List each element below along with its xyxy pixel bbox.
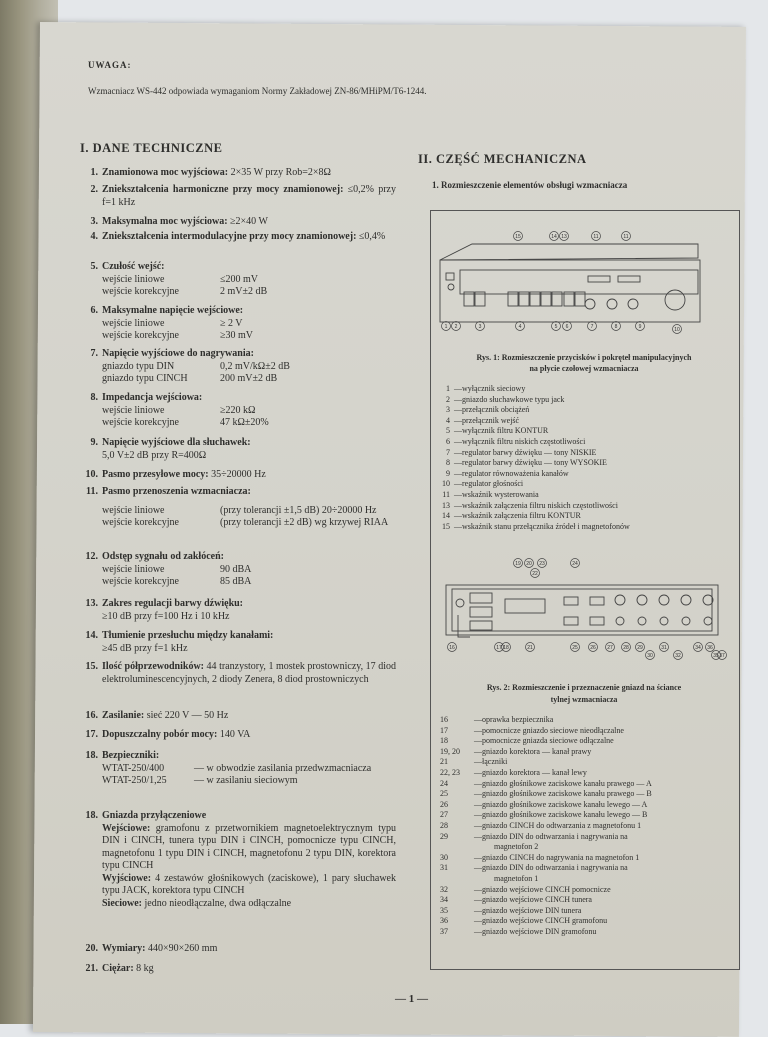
- connector-text: jedno nieodłączalne, dwa odłączalne: [142, 897, 292, 909]
- legend-number: 18: [440, 736, 448, 746]
- spec-row-label: wejście korekcyjne: [102, 330, 179, 341]
- spec-row-label: wejście liniowe: [102, 404, 165, 416]
- legend-item: 9 — regulator równoważenia kanałów: [430, 469, 630, 480]
- spec-heading: Ciężar:: [102, 963, 134, 974]
- spec-body: [102, 469, 396, 482]
- spec-item: [84, 261, 396, 299]
- legend-number: 17: [440, 725, 448, 735]
- legend-text: wyłącznik filtru KONTUR: [462, 426, 549, 436]
- spec-row: [102, 517, 396, 530]
- legend-number: 1: [446, 384, 450, 393]
- section1-title: I. DANE TECHNICZNE: [80, 141, 223, 155]
- legend-text: wskaźnik załączenia filtru niskich częstotliwości: [462, 500, 618, 510]
- connector-paragraph: [102, 873, 396, 898]
- legend-text: gniazdo wejściowe CINCH tunera: [482, 895, 592, 905]
- rear-panel-drawing: [440, 555, 730, 667]
- legend-item: 30 — gniazdo CINCH do nagrywania na magnetofon 1: [440, 852, 640, 862]
- callout-label: 6: [565, 323, 569, 330]
- legend-number: 19, 20: [440, 746, 460, 756]
- spec-row: [102, 505, 396, 518]
- spec-item: [84, 305, 396, 343]
- spec-row-label: wejście korekcyjne: [102, 286, 179, 297]
- spec-body: [102, 750, 396, 788]
- spec-body: [102, 167, 396, 180]
- legend-number: 30: [440, 852, 448, 862]
- spec-row-value: 47 kΩ±20%: [220, 417, 269, 428]
- callout-label: 7: [590, 323, 594, 330]
- spec-number: 14.: [85, 630, 98, 641]
- legend-number: 28: [440, 820, 448, 830]
- spec-item: [84, 551, 396, 589]
- legend-item: 15 — wskaźnik stanu przełącznika źródeł i magnetofonów: [430, 522, 630, 533]
- legend-item: 16 — oprawka bezpiecznika: [440, 715, 554, 724]
- legend-item: 34 — gniazdo wejściowe CINCH tunera: [440, 895, 592, 905]
- spec-row-label: gniazdo typu DIN: [102, 360, 175, 372]
- spec-number: 21.: [85, 963, 98, 974]
- legend-item: 8 — regulator barwy dźwięku — tony WYSOKIE: [430, 458, 630, 469]
- spec-heading: Dopuszczalny pobór mocy:: [102, 729, 218, 740]
- spec-row-value: — w obwodzie zasilania przedwzmacniacza: [194, 762, 372, 774]
- spec-row-label: wejście korekcyjne: [102, 517, 179, 528]
- spec-body: [102, 598, 396, 623]
- spec-text: ≤0,2% przy f=1 kHz: [102, 184, 396, 208]
- spec-body: [102, 963, 396, 976]
- legend-number: 16: [440, 715, 448, 724]
- spec-heading: Pasmo przenoszenia wzmacniacza:: [102, 486, 251, 497]
- spec-heading: Zasilanie:: [102, 710, 145, 721]
- legend-number: 15: [442, 521, 450, 531]
- legend-item: 28 — gniazdo CINCH do odtwarzania z magnetofonu 1: [440, 820, 642, 830]
- legend-number: 4: [446, 415, 450, 425]
- spec-row-value: ≥220 kΩ: [220, 404, 256, 416]
- legend-item: 36 — gniazdo wejściowe CINCH gramofonu: [440, 916, 608, 926]
- legend-number: 14: [442, 511, 450, 521]
- spec-heading: Znamionowa moc wyjściowa:: [102, 167, 229, 178]
- callout-label: 34: [695, 644, 701, 651]
- figure1-caption-line2: na płycie czołowej wzmacniacza: [529, 364, 639, 373]
- spec-item: [84, 231, 396, 244]
- figure2-legend: [440, 715, 652, 937]
- spec-row-value: (przy tolerancji ±2 dB) wg krzywej RIAA: [220, 517, 389, 528]
- section2-title: II. CZĘŚĆ MECHANICZNA: [418, 152, 587, 166]
- spec-text: 5,0 V±2 dB przy R=400Ω: [102, 449, 207, 461]
- legend-text: gniazdo głośnikowe zaciskowe kanału lewego — B: [482, 810, 648, 820]
- spec-number: 16.: [85, 710, 98, 721]
- connector-heading: Sieciowe:: [102, 897, 142, 909]
- legend-text: gniazdo wejściowe CINCH pomocnicze: [482, 884, 611, 894]
- spec-text: 35÷20000 Hz: [208, 469, 266, 480]
- legend-text: łączniki: [482, 757, 508, 767]
- legend-number: 21: [440, 757, 448, 767]
- spec-item: [84, 729, 396, 742]
- legend-number: 32: [440, 884, 448, 894]
- spec-heading: Gniazda przyłączeniowe: [102, 810, 207, 821]
- spec-text: 2×35 W przy Rob=2×8Ω: [228, 167, 331, 178]
- legend-text: gniazdo CINCH do odtwarzania z magnetofonu 1: [482, 820, 642, 830]
- callout-label: 8: [614, 323, 618, 330]
- spec-number: 11.: [86, 486, 98, 497]
- legend-text: gniazdo słuchawkowe typu jack: [462, 394, 565, 404]
- callout-label: 22: [532, 570, 538, 577]
- spec-item: [84, 661, 396, 686]
- legend-item: 25 — gniazdo głośnikowe zaciskowe kanału prawego — B: [440, 789, 652, 799]
- legend-item: 3 — przełącznik obciążeń: [430, 405, 630, 416]
- spec-heading: Napięcie wyjściowe dla słuchawek:: [102, 437, 251, 448]
- spec-body: [102, 729, 396, 742]
- spec-row: [102, 405, 396, 418]
- spec-heading: Tłumienie przesłuchu między kanałami:: [102, 630, 274, 641]
- spec-item: [84, 437, 396, 462]
- spec-number: 18.: [85, 750, 98, 761]
- legend-number: 25: [440, 789, 448, 799]
- connector-paragraph: [102, 823, 396, 873]
- legend-item: 22, 23 — gniazdo korektora — kanał lewy: [440, 767, 587, 777]
- spec-number: 6.: [90, 305, 98, 316]
- spec-item: [84, 943, 396, 956]
- spec-row-value: 200 mV±2 dB: [220, 373, 278, 384]
- spec-heading: Ilość półprzewodników:: [102, 661, 204, 672]
- spec-number: 8.: [90, 392, 98, 403]
- spec-heading: Czułość wejść:: [102, 261, 165, 272]
- spec-row-label: WTAT-250/400: [102, 762, 165, 774]
- legend-number: 7: [446, 447, 450, 457]
- callout-label: 23: [539, 560, 545, 567]
- spec-row: [102, 763, 396, 776]
- legend-number: 8: [446, 458, 450, 468]
- legend-text: regulator barwy dźwięku — tony NISKIE: [462, 447, 597, 457]
- spec-item: [84, 184, 396, 209]
- spec-body: [102, 437, 396, 462]
- connector-heading: Wyjściowe:: [102, 872, 152, 884]
- spec-number: 9.: [90, 437, 98, 448]
- spec-body: [102, 630, 396, 655]
- legend-item: 7 — regulator barwy dźwięku — tony NISKIE: [430, 448, 630, 459]
- spec-row-value: 90 dBA: [220, 563, 252, 575]
- spec-row-label: wejście korekcyjne: [102, 417, 179, 428]
- spec-row-value: ≥ 2 V: [220, 317, 243, 329]
- callout-label: 27: [607, 644, 613, 651]
- legend-text: gniazdo wejściowe DIN gramofonu: [482, 926, 597, 936]
- spec-row-label: wejście liniowe: [102, 317, 165, 329]
- spec-row-value: ≥30 mV: [220, 330, 253, 341]
- spec-text: ≥45 dB przy f=1 kHz: [102, 642, 188, 654]
- spec-body: [102, 261, 396, 299]
- spec-row-label: wejście liniowe: [102, 563, 165, 575]
- spec-heading: Zniekształcenia intermodulacyjne przy mocy znamionowej:: [102, 231, 357, 242]
- spec-text: 44 tranzystory, 1 mostek prostowniczy, 17 diod elektroluminescencyjnych, 2 diody Zenera, 8 diod prostowniczych: [102, 661, 397, 685]
- spec-row: [102, 775, 396, 788]
- legend-text: gniazdo DIN do odtwarzania i nagrywania na: [482, 831, 628, 841]
- legend-text: regulator równoważenia kanałów: [462, 468, 569, 478]
- legend-text: oprawka bezpiecznika: [482, 715, 554, 724]
- callout-label: 11: [593, 233, 599, 240]
- callout-label: 35: [713, 652, 719, 659]
- spec-heading: Zniekształcenia harmoniczne przy mocy znamionowej:: [102, 184, 344, 195]
- spec-row-value: 2 mV±2 dB: [220, 286, 268, 297]
- legend-item: 13 — wskaźnik załączenia filtru niskich częstotliwości: [430, 501, 630, 512]
- spec-body: [102, 810, 396, 910]
- callout-label: 31: [661, 644, 667, 651]
- callout-label: 2: [454, 323, 458, 330]
- callout-label: 32: [675, 652, 681, 659]
- spec-text: ≤0,4%: [356, 231, 386, 242]
- spec-row: [102, 286, 396, 299]
- spec-heading: Odstęp sygnału od zakłóceń:: [102, 551, 224, 562]
- spec-item: [84, 167, 396, 180]
- note-heading: UWAGA:: [88, 60, 132, 70]
- spec-row-value: (przy tolerancji ±1,5 dB) 20÷20000 Hz: [220, 504, 377, 516]
- callout-label: 21: [527, 644, 533, 651]
- legend-text: gniazdo wejściowe CINCH gramofonu: [482, 916, 608, 926]
- legend-item: 6 — wyłącznik filtru niskich częstotliwości: [430, 437, 630, 448]
- legend-item: 21 — łączniki: [440, 757, 508, 767]
- section2-subtitle: 1. Rozmieszczenie elementów obsługi wzmacniacza: [432, 180, 628, 190]
- spec-body: [102, 348, 396, 386]
- legend-number: 2: [446, 394, 450, 404]
- connector-heading: Wejściowe:: [102, 822, 151, 834]
- callout-label: 29: [637, 644, 643, 651]
- callout-label: 17: [496, 644, 502, 651]
- spec-item: [84, 469, 396, 482]
- spec-text: sieć 220 V — 50 Hz: [144, 710, 229, 721]
- spec-body: [102, 486, 396, 530]
- legend-number: 27: [440, 810, 448, 820]
- spec-number: 10.: [85, 469, 98, 480]
- callout-label: 28: [623, 644, 629, 651]
- page-number: — 1 —: [395, 993, 428, 1005]
- callout-label: 11: [623, 233, 629, 240]
- spec-number: 5.: [90, 261, 98, 272]
- legend-number: 34: [440, 895, 448, 905]
- spec-body: [102, 231, 396, 244]
- callout-label: 30: [647, 652, 653, 659]
- callout-label: 10: [674, 326, 680, 333]
- callout-label: 5: [554, 323, 558, 330]
- legend-number: 3: [446, 405, 450, 415]
- legend-text: gniazdo głośnikowe zaciskowe kanału lewego — A: [482, 799, 648, 809]
- legend-number: 11: [442, 489, 450, 499]
- legend-text: przełącznik obciążeń: [462, 405, 530, 415]
- spec-row: [102, 361, 396, 374]
- spec-row: [102, 373, 396, 386]
- callout-label: 20: [526, 560, 532, 567]
- spec-row-value: 85 dBA: [220, 576, 252, 587]
- legend-text: wskaźnik stanu przełącznika źródeł i magnetofonów: [462, 521, 630, 531]
- legend-number: 13: [442, 500, 450, 510]
- spec-number: 12.: [85, 551, 98, 562]
- callout-label: 9: [638, 323, 642, 330]
- legend-item: 32 — gniazdo wejściowe CINCH pomocnicze: [440, 884, 611, 894]
- legend-number: 9: [446, 468, 450, 478]
- spec-item: [84, 710, 396, 723]
- spec-body: [102, 551, 396, 589]
- legend-text: gniazdo korektora — kanał prawy: [482, 746, 592, 756]
- legend-item: 4 — przełącznik wejść: [430, 416, 630, 427]
- legend-text: pomocnicze gniazda sieciowe odłączalne: [482, 736, 614, 746]
- legend-number: 26: [440, 799, 448, 809]
- spec-number: 13.: [85, 598, 98, 609]
- callout-label: 13: [561, 233, 567, 240]
- legend-item: 18 — pomocnicze gniazda sieciowe odłączalne: [440, 736, 614, 746]
- spec-body: [102, 392, 396, 430]
- legend-text: gniazdo wejściowe DIN tunera: [482, 905, 582, 915]
- legend-text: wyłącznik filtru niskich częstotliwości: [462, 436, 586, 446]
- legend-item: 37 — gniazdo wejściowe DIN gramofonu: [440, 926, 597, 936]
- spec-row-label: wejście liniowe: [102, 504, 165, 516]
- spec-item: [84, 348, 396, 386]
- spec-row-value: 0,2 mV/kΩ±2 dB: [220, 360, 290, 372]
- spec-row: [102, 576, 396, 589]
- legend-text: gniazdo głośnikowe zaciskowe kanału prawego — B: [482, 789, 652, 799]
- spec-number: 7.: [90, 348, 98, 359]
- spec-heading: Maksymalne napięcie wejściowe:: [102, 305, 244, 316]
- legend-item: 26 — gniazdo głośnikowe zaciskowe kanału lewego — A: [440, 799, 648, 809]
- legend-text: wskaźnik wysterowania: [462, 489, 539, 499]
- spec-item: [84, 392, 396, 430]
- figure1-caption-line1: Rys. 1: Rozmieszczenie przycisków i pokręteł manipulacyjnych: [476, 353, 692, 362]
- callout-label: 37: [719, 652, 725, 659]
- legend-continuation: magnetofon 1: [494, 873, 539, 883]
- legend-continuation: magnetofon 2: [494, 842, 539, 852]
- spec-item: [84, 750, 396, 788]
- spec-number: 2.: [90, 184, 98, 195]
- front-panel-drawing: [436, 228, 706, 338]
- spec-heading: Bezpieczniki:: [102, 750, 160, 761]
- spec-heading: Zakres regulacji barwy dźwięku:: [102, 598, 244, 609]
- spec-body: [102, 710, 396, 723]
- legend-text: gniazdo CINCH do nagrywania na magnetofon 1: [482, 852, 640, 862]
- callout-label: 3: [478, 323, 482, 330]
- spec-number: 1.: [90, 167, 98, 178]
- legend-number: 6: [446, 436, 450, 446]
- legend-number: 29: [440, 831, 448, 841]
- spec-text: 140 VA: [217, 729, 251, 740]
- legend-item: 35 — gniazdo wejściowe DIN tunera: [440, 905, 582, 915]
- figure2-caption-line2: tylnej wzmacniacza: [550, 695, 618, 704]
- spec-row-value: ≤200 mV: [220, 273, 258, 285]
- legend-item: 11 — wskaźnik wysterowania: [430, 490, 630, 501]
- legend-item: 31 — gniazdo DIN do odtwarzania i nagrywania na: [440, 863, 628, 873]
- spec-item: [84, 598, 396, 623]
- spec-body: [102, 661, 396, 686]
- callout-label: 19: [515, 560, 521, 567]
- spec-number: 15.: [85, 661, 98, 672]
- legend-item: 29 — gniazdo DIN do odtwarzania i nagrywania na: [440, 831, 628, 841]
- spec-item: [84, 963, 396, 976]
- connector-paragraph: [102, 898, 396, 911]
- spec-row-label: WTAT-250/1,25: [102, 775, 167, 786]
- spec-item: [84, 216, 396, 229]
- legend-text: przełącznik wejść: [462, 415, 520, 425]
- legend-text: wyłącznik sieciowy: [462, 384, 526, 393]
- spec-row: [102, 318, 396, 331]
- legend-number: 35: [440, 905, 448, 915]
- legend-text: gniazdo głośnikowe zaciskowe kanału prawego — A: [482, 778, 652, 788]
- spec-text: 8 kg: [133, 963, 154, 974]
- spec-text: ≥10 dB przy f=100 Hz i 10 kHz: [102, 610, 230, 622]
- legend-item: 2 — gniazdo słuchawkowe typu jack: [430, 395, 630, 406]
- spec-heading: Pasmo przesyłowe mocy:: [102, 469, 209, 480]
- legend-text: wskaźnik załączenia filtru KONTUR: [462, 511, 581, 521]
- legend-text: regulator głośności: [462, 479, 524, 489]
- legend-item: 5 — wyłącznik filtru KONTUR: [430, 426, 630, 437]
- spec-heading: Napięcie wyjściowe do nagrywania:: [102, 348, 254, 359]
- spec-row: [102, 564, 396, 577]
- spec-body: [102, 943, 396, 956]
- legend-number: 37: [440, 926, 448, 936]
- callout-label: 24: [572, 560, 578, 567]
- spec-row-value: — w zasilaniu sieciowym: [194, 775, 298, 786]
- spec-number: 20.: [85, 943, 98, 954]
- callout-label: 14: [551, 233, 557, 240]
- figure1-legend: [430, 384, 630, 532]
- callout-label: 36: [707, 644, 713, 651]
- callout-label: 16: [449, 644, 455, 651]
- callout-label: 25: [572, 644, 578, 651]
- spec-row: [102, 417, 396, 430]
- spec-body: [102, 305, 396, 343]
- spec-number: 4.: [90, 231, 98, 242]
- legend-number: 5: [446, 426, 450, 436]
- note-text: Wzmacniacz WS-442 odpowiada wymaganiom Normy Zakładowej ZN-86/MHiPM/T6-1244.: [88, 86, 427, 96]
- legend-item: 17 — pomocnicze gniazdo sieciowe nieodłączalne: [440, 725, 624, 735]
- callout-label: 4: [518, 323, 522, 330]
- callout-label: 18: [503, 644, 509, 651]
- legend-item: 27 — gniazdo głośnikowe zaciskowe kanału lewego — B: [440, 810, 648, 820]
- legend-number: 31: [440, 863, 448, 873]
- legend-item: 1 — wyłącznik sieciowy: [430, 384, 630, 395]
- spec-text: 440×90×260 mm: [145, 943, 218, 954]
- spec-row-label: wejście korekcyjne: [102, 576, 179, 587]
- spec-heading: Wymiary:: [102, 943, 146, 954]
- spec-number: 17.: [85, 729, 98, 740]
- legend-number: 22, 23: [440, 767, 460, 777]
- legend-number: 36: [440, 916, 448, 926]
- spec-row: [102, 274, 396, 287]
- legend-text: pomocnicze gniazdo sieciowe nieodłączalne: [482, 725, 624, 735]
- spec-row: [102, 330, 396, 343]
- spec-item: [84, 630, 396, 655]
- spec-row-label: gniazdo typu CINCH: [102, 373, 188, 384]
- spec-body: [102, 216, 396, 229]
- legend-number: 24: [440, 778, 448, 788]
- callout-label: 15: [515, 233, 521, 240]
- legend-text: gniazdo korektora — kanał lewy: [482, 767, 587, 777]
- legend-number: 10: [442, 479, 450, 489]
- spec-body: [102, 184, 396, 209]
- spec-text: ≥2×40 W: [227, 216, 268, 227]
- legend-text: regulator barwy dźwięku — tony WYSOKIE: [462, 458, 607, 468]
- legend-item: 10 — regulator głośności: [430, 479, 630, 490]
- spec-number: 18.: [85, 810, 98, 821]
- spec-number: 3.: [90, 216, 98, 227]
- figure2-caption-line1: Rys. 2: Rozmieszczenie i przeznaczenie gniazd na ściance: [486, 683, 682, 692]
- callout-label: 1: [444, 323, 448, 330]
- legend-item: 19, 20 — gniazdo korektora — kanał prawy: [440, 746, 592, 756]
- legend-item: 24 — gniazdo głośnikowe zaciskowe kanału prawego — A: [440, 778, 652, 788]
- spec-item: [84, 486, 396, 530]
- spec-item: [84, 810, 396, 910]
- callout-label: 26: [590, 644, 596, 651]
- spec-row-label: wejście liniowe: [102, 273, 165, 285]
- legend-text: gniazdo DIN do odtwarzania i nagrywania na: [482, 863, 628, 873]
- connector-text: 4 zestawów głośnikowych (zaciskowe), 1 pary słuchawek typu JACK, korektora typu CINCH: [102, 872, 396, 896]
- spec-heading: Impedancja wejściowa:: [102, 392, 203, 403]
- legend-item: 14 — wskaźnik załączenia filtru KONTUR: [430, 511, 630, 522]
- connector-text: gramofonu z przetwornikiem magnetoelektrycznym typu DIN i CINCH, tunera typu DIN i CINCH, pomocnicze typu CINCH, magnetofonu 1 typu DIN i CINCH, magnetofonu 2 typu DIN, korektora typu CINCH: [102, 822, 396, 871]
- spec-heading: Maksymalna moc wyjściowa:: [102, 216, 228, 227]
